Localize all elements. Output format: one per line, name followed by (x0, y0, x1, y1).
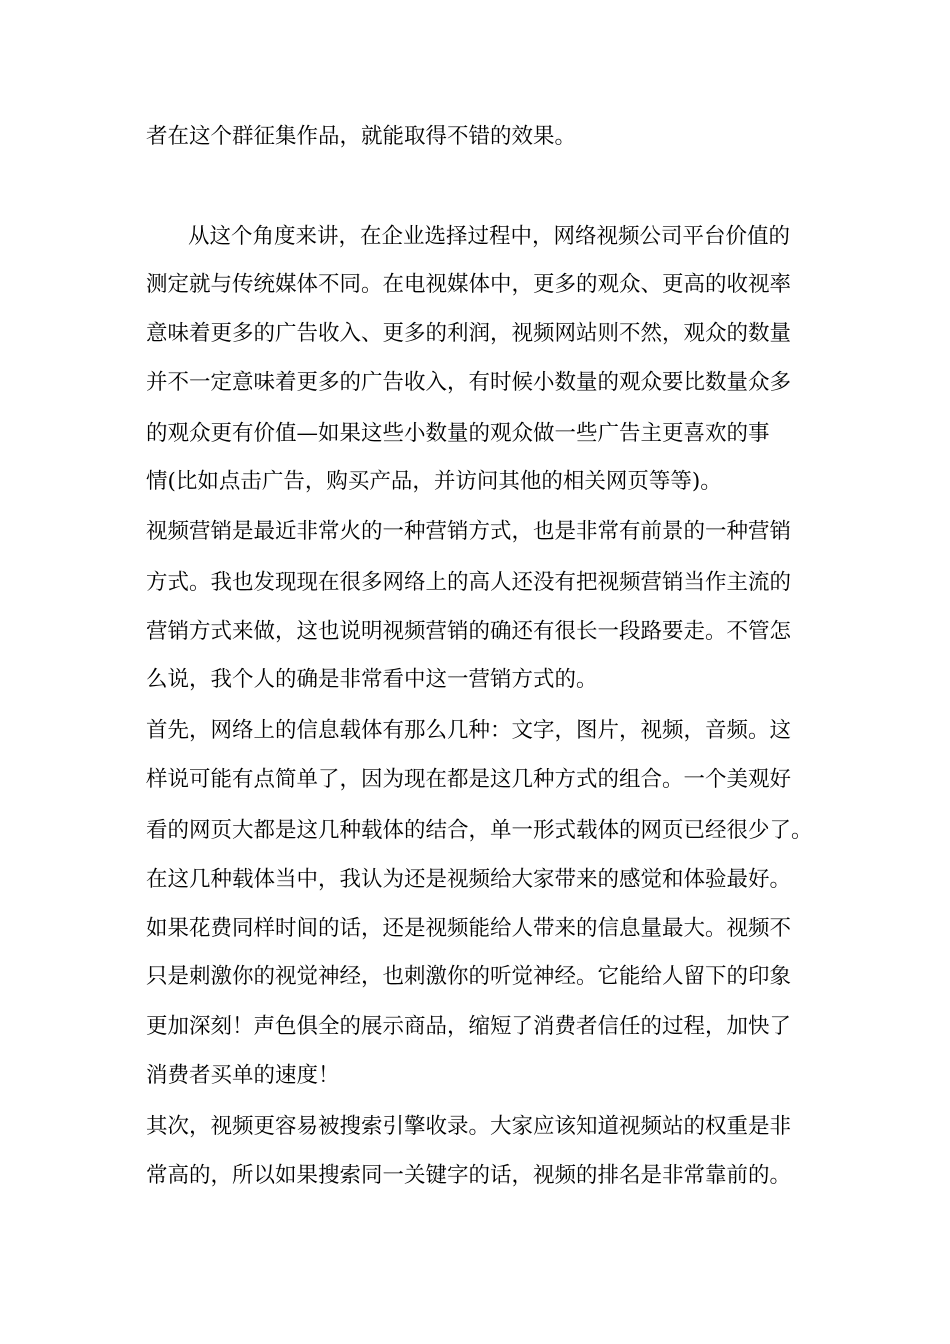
paragraph-5-line-1: 其次，视频更容易被搜索引擎收录。大家应该知道视频站的权重是非 (146, 1114, 792, 1139)
paragraph-2-line-2: 测定就与传统媒体不同。在电视媒体中，更多的观众、更高的收视率 (146, 272, 792, 297)
paragraph-2-line-6: 情(比如点击广告，购买产品，并访问其他的相关网页等等)。 (146, 469, 722, 494)
paragraph-2-line-4: 并不一定意味着更多的广告收入，有时候小数量的观众要比数量众多 (146, 370, 792, 395)
paragraph-1-line-1: 者在这个群征集作品，就能取得不错的效果。 (146, 124, 577, 149)
paragraph-4-line-1: 首先，网络上的信息载体有那么几种：文字，图片，视频，音频。这 (146, 718, 792, 743)
paragraph-2-line-5: 的观众更有价值—如果这些小数量的观众做一些广告主更喜欢的事 (146, 421, 770, 446)
paragraph-4-line-7: 更加深刻！声色俱全的展示商品，缩短了消费者信任的过程，加快了 (146, 1014, 792, 1039)
paragraph-4-line-2: 样说可能有点简单了，因为现在都是这几种方式的组合。一个美观好 (146, 767, 792, 792)
paragraph-2-line-3: 意味着更多的广告收入、更多的利润，视频网站则不然，观众的数量 (146, 321, 792, 346)
paragraph-3-line-1: 视频营销是最近非常火的一种营销方式，也是非常有前景的一种营销 (146, 519, 792, 544)
paragraph-5-line-2: 常高的，所以如果搜索同一关键字的话，视频的排名是非常靠前的。 (146, 1163, 792, 1188)
paragraph-2-line-1: 从这个角度来讲，在企业选择过程中，网络视频公司平台价值的 (188, 224, 791, 249)
paragraph-4-line-8: 消费者买单的速度！ (146, 1063, 340, 1088)
paragraph-4-line-6: 只是刺激你的视觉神经，也刺激你的听觉神经。它能给人留下的印象 (146, 964, 792, 989)
paragraph-4-line-3: 看的网页大都是这几种载体的结合，单一形式载体的网页已经很少了。 (146, 818, 813, 843)
paragraph-3-line-3: 营销方式来做，这也说明视频营销的确还有很长一段路要走。不管怎 (146, 619, 792, 644)
paragraph-4-line-4: 在这几种载体当中，我认为还是视频给大家带来的感觉和体验最好。 (146, 867, 792, 892)
paragraph-3-line-2: 方式。我也发现现在很多网络上的高人还没有把视频营销当作主流的 (146, 570, 792, 595)
paragraph-4-line-5: 如果花费同样时间的话，还是视频能给人带来的信息量最大。视频不 (146, 916, 792, 941)
paragraph-3-line-4: 么说，我个人的确是非常看中这一营销方式的。 (146, 667, 598, 692)
